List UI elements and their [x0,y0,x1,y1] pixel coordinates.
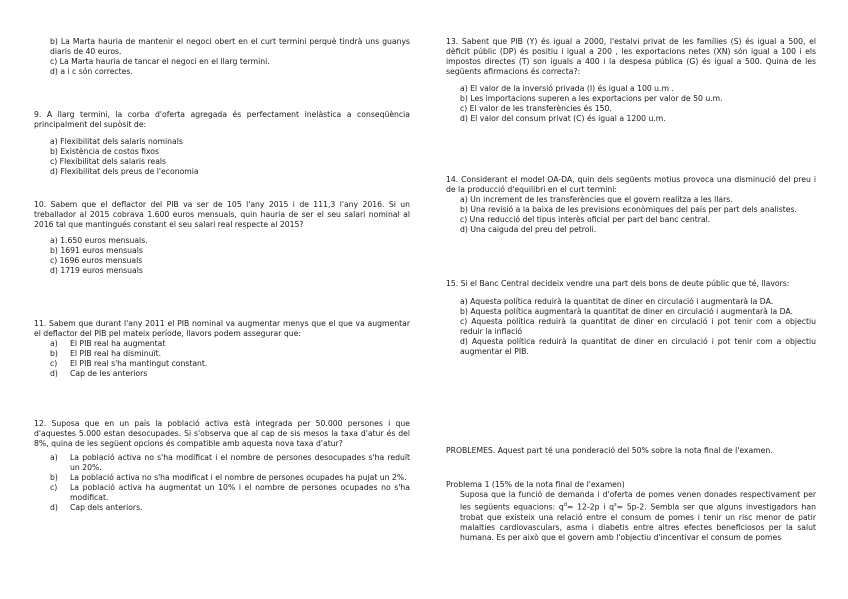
q14-option-c: c) Una reducció del tipus interès oficial per part del banc central. [460,215,711,224]
q12-stem: 12. Suposa que en un país la població activa està integrada per 50.000 persones i que d'aquestes 5.000 estan desocupades. Si s'observa que al cap de sis mesos la taxa d'atur és del 8%, quina de les següent opcions és compatible amb aquesta nova taxa d'atur? [34,419,410,448]
q9-stem: 9. A llarg termini, la corba d'oferta agregada és perfectament inelàstica a conseqüència principalment del supòsit de: [34,110,410,129]
q12-option-a-label: a) [50,453,58,462]
q11-option-a [50,339,410,349]
question-15 [446,279,816,357]
problemes-heading: PROBLEMES. Aquest part té una ponderació del 50% sobre la nota final de l'examen. [446,446,773,455]
q8-option-c: c) La Marta hauria de tancar el negoci en el llarg termini. [50,57,270,66]
q8-option-d: d) a i c són correctes. [50,67,133,76]
q12-option-b-label: b) [50,473,58,482]
q12-option-d-text: Cap dels anteriors. [70,503,143,512]
q9-option-b: b) Existència de costos fixos [50,147,160,156]
q12-option-b-text: La població activa no s'ha modificat i el nombre de persones ocupades ha pujat un 2%. [70,473,407,482]
q11-option-d-label: d) [50,369,58,378]
q14-option-b: b) Una revisió a la baixa de les previsions econòmiques del país per part dels analistes. [460,205,797,214]
q12-option-c-text: La població activa ha augmentat un 10% i el nombre de persones ocupades no s'ha modificat. [70,483,410,502]
q11-option-b-label: b) [50,349,58,358]
q13-option-b: b) Les importacions superen a les exportacions per valor de 50 u.m. [460,94,723,103]
question-9 [34,110,410,177]
problema-1-body-part2: = 12-2p i q [566,502,614,512]
q13-option-d: d) El valor del consum privat (C) és igual a 1200 u.m. [460,114,666,123]
problema-1-title: Problema 1 (15% de la nota final de l'examen) [446,480,625,489]
question-14 [446,175,816,235]
q13-stem: 13. Sabent que PIB (Y) és igual a 2000, l'estalvi privat de les famílies (S) és igual a 500, el dèficit públic (DP) és positiu i igual a 200 , les exportacions netes (XN) són igual a 100 i els impostos directes (T) son iguals a 400 i la despesa pública (G) és igual a 500. Quina de les següents afirmacions és correcta?: [446,37,816,76]
q15-option-a: a) Aquesta política reduirà la quantitat de diner en circulació i augmentarà la DA. [460,297,774,306]
q10-option-a: a) 1.650 euros mensuals. [50,236,148,245]
q11-option-b-text: El PIB real ha disminuït. [70,349,162,358]
q15-option-c: c) Aquesta política reduirà la quantitat de diner en circulació i pot tenir com a objectiu reduir la inflació [460,317,816,336]
problema-1-body-part1: Suposa que la funció de demanda i d'oferta de pomes venen donades respectivament per les següents equacions: q [460,490,816,512]
question-11 [34,319,410,379]
problema-1-body-part3: = 5p-2. Sembla ser que alguns investigadors han trobat que existeix una relació entre el consum de pomes i tenir un risc menor de patir malalties cardiovasculars, asma i diabetis entre altres efectes beneficiosos per la salut humana. Es per això que el govern amb l'objectiu d'incentivar el consum de pomes [460,502,816,542]
problema-1 [446,480,816,543]
q12-option-b [50,473,410,483]
q11-option-c-label: c) [50,359,58,368]
q12-option-a [50,453,410,473]
q12-option-a-text: La població activa no s'ha modificat i el nombre de persones desocupades s'ha reduït un 20%. [70,453,410,472]
q11-option-d-text: Cap de les anteriors [70,369,148,378]
problema-1-sup-s: s [613,502,617,508]
problemes-section [446,446,816,456]
q14-option-a: a) Un increment de les transferències que el govern realitza a les llars. [460,195,733,204]
question-10 [34,200,410,276]
problema-1-body [446,490,816,543]
q12-option-d-label: d) [50,503,58,512]
q11-option-c [50,359,410,369]
q9-option-c: c) Flexibilitat dels salaris reals [50,157,167,166]
q11-option-d [50,369,410,379]
q10-option-b: b) 1691 euros mensuals [50,246,143,255]
q12-option-c [50,483,410,503]
q8-option-b: b) La Marta hauria de mantenir el negoci obert en el curt termini perquè tindrà uns guanys diaris de 40 euros. [50,37,410,56]
q11-option-a-text: El PIB real ha augmentat [70,339,166,348]
q14-option-d: d) Una caiguda del preu del petroli. [460,225,597,234]
q15-stem: 15. Si el Banc Central decideix vendre una part dels bons de deute públic que té, llavors: [446,279,790,288]
q10-stem: 10. Sabem que el deflactor del PIB va ser de 105 l'any 2015 i de 111,3 l'any 2016. Si un treballador al 2015 cobrava 1.600 euros mensuals, quin hauria de ser el seu salari nominal al 2016 tal que mantingués constant el seu salari real respecte al 2015? [34,200,410,229]
q9-option-a: a) Flexibilitat dels salaris nominals [50,137,183,146]
q13-option-a: a) El valor de la inversió privada (I) és igual a 100 u.m . [460,84,674,93]
q12-option-c-label: c) [50,483,58,492]
q8-continuation [50,37,410,77]
q15-option-d: d) Aquesta política reduirà la quantitat de diner en circulació i pot tenir com a objectiu augmentar el PIB. [460,337,816,356]
q10-option-d: d) 1719 euros mensuals [50,266,143,275]
q10-option-c: c) 1696 euros mensuals [50,256,143,265]
q12-option-d [50,503,410,513]
question-13 [446,37,816,124]
q15-option-b: b) Aquesta política augmentarà la quantitat de diner en circulació i augmentarà la DA. [460,307,793,316]
question-12 [34,419,410,513]
q14-stem: 14. Considerant el model OA-DA, quin dels següents motius provoca una disminució del preu i de la producció d'equilibri en el curt termini: [446,175,816,194]
q11-stem: 11. Sabem que durant l'any 2011 el PIB nominal va augmentar menys que el que va augmentar el deflactor del PIB pel mateix període, llavors podem assegurar que: [34,319,410,338]
q13-option-c: c) El valor de les transferències és 150. [460,104,612,113]
problema-1-sup-d: d [563,502,567,508]
q11-option-c-text: El PIB real s'ha mantingut constant. [70,359,208,368]
q11-option-b [50,349,410,359]
q9-option-d: d) Flexibilitat dels preus de l'economia [50,167,199,176]
q11-option-a-label: a) [50,339,58,348]
